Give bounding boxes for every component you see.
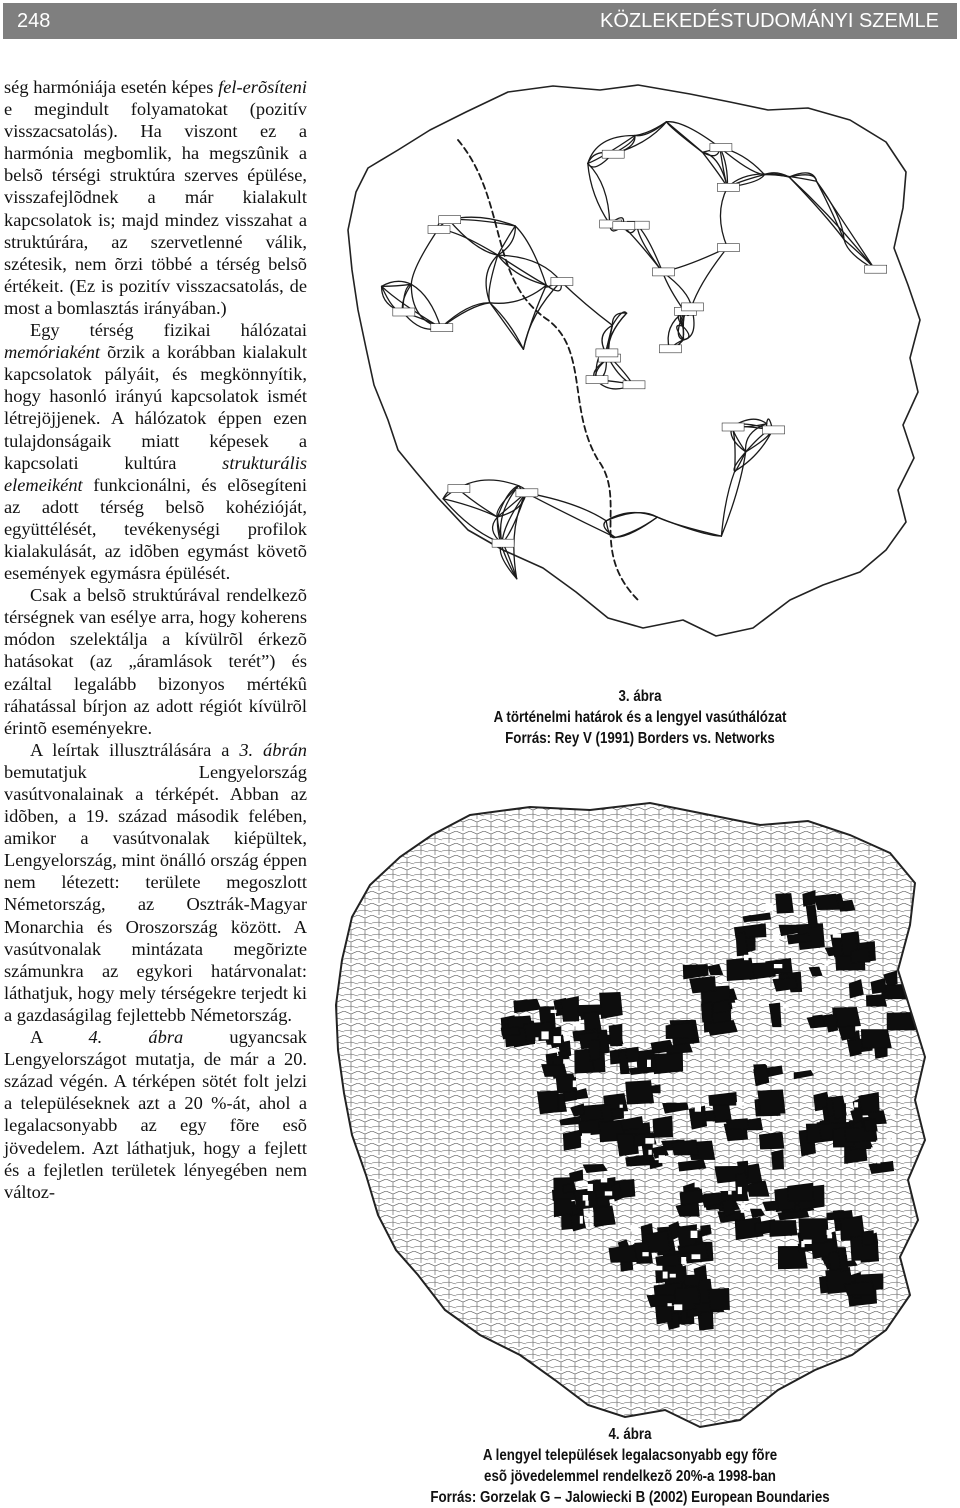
low-income-municipality bbox=[538, 1091, 559, 1114]
railway-line bbox=[637, 225, 662, 272]
municipality-gap bbox=[668, 1219, 676, 1222]
municipality-gap bbox=[777, 1075, 785, 1080]
low-income-municipality bbox=[702, 1002, 713, 1023]
figure-3-railway-map bbox=[338, 80, 938, 650]
railway-line bbox=[657, 517, 721, 536]
municipality-gap bbox=[774, 964, 782, 968]
municipality-gap bbox=[741, 1209, 744, 1213]
railway-line bbox=[637, 225, 662, 272]
figure-4-number: 4. ábra bbox=[608, 1426, 652, 1443]
low-income-municipality bbox=[726, 1119, 749, 1130]
municipality-gap bbox=[854, 1102, 858, 1107]
station-label-box bbox=[393, 308, 415, 316]
low-income-municipality bbox=[647, 1295, 676, 1307]
station-label-box bbox=[596, 349, 618, 357]
low-income-municipality bbox=[727, 958, 754, 980]
station-label-box bbox=[439, 216, 461, 224]
municipality-gap bbox=[892, 1136, 897, 1140]
railway-line bbox=[443, 499, 502, 544]
municipality-gap bbox=[695, 1104, 701, 1111]
municipality-gap bbox=[601, 1178, 607, 1183]
station-label-box bbox=[602, 150, 624, 158]
figure-3-title: A történelmi határok és a lengyel vasúthálózat bbox=[493, 709, 787, 726]
low-income-municipality bbox=[772, 1150, 784, 1169]
station-label-box bbox=[613, 222, 635, 230]
railway-line bbox=[844, 240, 875, 270]
income-map-svg bbox=[330, 795, 940, 1435]
low-income-municipality bbox=[554, 1199, 573, 1217]
municipality-gap bbox=[573, 1022, 581, 1026]
municipality-gap bbox=[741, 1205, 745, 1209]
figure-4-source: Forrás: Gorzelak G – Jalowiecki B (2002) European Boundaries bbox=[430, 1489, 830, 1506]
station-label-box bbox=[659, 345, 681, 353]
municipality-gap bbox=[738, 1187, 742, 1194]
low-income-municipality bbox=[708, 1289, 729, 1310]
railway-line bbox=[526, 493, 615, 538]
paragraph-5: A 4. ábra ugyancsak Lengyelországot mutatja, de már a 20. század végén. A térképen sötét folt jelzi a településeknek azt a 20 %-át, ahol a legalacsonyabb az egy fõre esõ jövedelem. Azt láthatjuk, hogy a fejlett és a fejletlen területek lényegében nem változ- bbox=[4, 1027, 307, 1202]
municipality-gap bbox=[668, 1303, 672, 1306]
municipality-gap bbox=[670, 1274, 676, 1278]
municipality-gap bbox=[589, 1213, 592, 1219]
figure-4-income-map bbox=[330, 795, 940, 1435]
low-income-municipality bbox=[588, 1040, 600, 1061]
municipality-gap bbox=[773, 934, 780, 941]
municipality-gap bbox=[564, 1035, 570, 1039]
station-label-box bbox=[865, 265, 887, 273]
municipality-gap bbox=[827, 1230, 832, 1235]
municipality-gap bbox=[681, 1257, 686, 1264]
municipality-gap bbox=[580, 1216, 583, 1224]
page-header bbox=[3, 3, 957, 39]
railway-line bbox=[514, 493, 526, 579]
low-income-municipality bbox=[563, 1130, 580, 1150]
municipality-gap bbox=[535, 1037, 538, 1041]
municipality-gap bbox=[766, 903, 774, 911]
low-income-municipality bbox=[815, 894, 840, 909]
municipality-gap bbox=[744, 955, 749, 960]
station-label-box bbox=[586, 376, 608, 384]
municipality-gap bbox=[691, 1231, 698, 1238]
low-income-municipality bbox=[788, 1183, 814, 1200]
municipality-gap bbox=[760, 990, 764, 995]
municipality-gap bbox=[541, 1031, 548, 1039]
station-label-box bbox=[653, 268, 675, 276]
journal-title: KÖZLEKEDÉSTUDOMÁNYI SZEMLE bbox=[600, 9, 939, 32]
station-label-box bbox=[682, 303, 704, 311]
body-text-column bbox=[4, 76, 307, 1203]
municipality-gap bbox=[783, 1004, 789, 1009]
low-income-municipality bbox=[754, 1066, 769, 1086]
low-income-municipality bbox=[501, 1027, 520, 1035]
low-income-municipality bbox=[597, 1196, 610, 1207]
low-income-municipality bbox=[609, 1024, 622, 1046]
municipality-gap bbox=[605, 1191, 612, 1195]
figure-3-source: Forrás: Rey V (1991) Borders vs. Networks bbox=[505, 730, 775, 747]
municipality-gap bbox=[833, 934, 841, 938]
municipality-gap bbox=[585, 1201, 588, 1206]
low-income-municipality bbox=[609, 1245, 637, 1262]
railway-line bbox=[588, 163, 610, 224]
municipality-gap bbox=[648, 1150, 651, 1155]
railway-line bbox=[721, 452, 745, 536]
low-income-municipality bbox=[563, 1183, 577, 1193]
low-income-municipality bbox=[594, 1206, 615, 1226]
low-income-municipality bbox=[763, 1201, 779, 1211]
figure-3-caption bbox=[382, 686, 898, 749]
low-income-municipality bbox=[862, 1231, 875, 1246]
station-label-box bbox=[763, 426, 785, 434]
railway-line bbox=[663, 272, 692, 307]
municipality-gap bbox=[674, 1304, 682, 1310]
low-income-municipality bbox=[672, 1140, 699, 1155]
low-income-municipality bbox=[646, 1231, 670, 1253]
railway-line bbox=[635, 122, 667, 136]
municipality-gap bbox=[645, 1138, 654, 1144]
station-label-box bbox=[623, 381, 645, 389]
municipality-gap bbox=[551, 1010, 557, 1013]
municipality-gap bbox=[582, 1133, 591, 1140]
municipality-gap bbox=[620, 1105, 623, 1108]
municipality-gap bbox=[554, 1036, 561, 1043]
railway-line bbox=[588, 163, 610, 224]
municipality-gap bbox=[871, 1147, 879, 1150]
railway-line bbox=[789, 177, 844, 240]
figure-3-number: 3. ábra bbox=[618, 688, 662, 705]
figure-4-title-line-2: esõ jövedelemmel rendelkezõ 20%-a 1998-ban bbox=[484, 1468, 776, 1485]
railway-line bbox=[449, 220, 498, 255]
paragraph-2: Egy térség fizikai hálózatai memóriaként õrzik a korábban kialakult kapcsolatok pályáit, és megkönnyítik, hogy hasonló irányú kapcsolatok ismét létrejöjjenek. A hálózatok éppen ezen tulajdonságaik miatt képesek a kapcsolati kultúra strukturális elemeiként funkcionálni, és elõsegíteni az adott térség belsõ kohézióját, együttélését, tevékenységi profilok kialakulását, az idõben egymást követõ események egymásra épülését. bbox=[4, 320, 307, 584]
low-income-municipality bbox=[770, 1221, 797, 1237]
municipality-gap bbox=[824, 961, 828, 967]
low-income-municipality bbox=[760, 1132, 784, 1149]
municipality-gap bbox=[877, 1156, 880, 1163]
paragraph-4: A leírtak illusztrálására a 3. ábrán bemutatjuk Lengyelország vasútvonalainak a térképét. Abban az idõben, a 19. század második felében, amikor a vasútvonalak kiépültek, Lengyelország, mint önálló ország éppen nem létezett: területe megoszlott Németország, az Osztrák-Magyar Monarchia és Oroszország között. A vasútvonalak mintázata megõrizte számunkra az egykori határvonalat: láthatjuk, hogy mely térségekre terjedt ki a gazdaságilag fejlettebb Németország. bbox=[4, 739, 307, 1025]
low-income-municipality bbox=[561, 997, 579, 1022]
low-income-municipality bbox=[690, 977, 716, 993]
station-label-box bbox=[428, 226, 450, 234]
municipality-gap bbox=[563, 1059, 569, 1064]
municipality-gap bbox=[659, 1155, 665, 1163]
municipality-gap bbox=[631, 1225, 639, 1232]
low-income-municipality bbox=[524, 1022, 554, 1041]
municipality-gap bbox=[573, 1081, 576, 1088]
municipality-gap bbox=[642, 1252, 648, 1256]
railway-map-svg bbox=[338, 80, 938, 650]
municipality-gap bbox=[887, 1135, 891, 1141]
station-label-box bbox=[551, 278, 573, 286]
station-label-box bbox=[717, 183, 739, 191]
station-label-box bbox=[492, 539, 514, 547]
railway-line bbox=[615, 517, 657, 537]
municipality-gap bbox=[890, 1112, 894, 1116]
municipality-gap bbox=[736, 1102, 744, 1106]
low-income-municipality bbox=[864, 1119, 877, 1132]
municipality-gap bbox=[801, 1241, 804, 1247]
figure-4-caption bbox=[333, 1424, 926, 1508]
municipality-gap bbox=[631, 1236, 634, 1244]
railway-line bbox=[635, 122, 667, 136]
railway-line bbox=[615, 517, 657, 537]
low-income-municipality bbox=[542, 1065, 567, 1077]
municipality-gap bbox=[695, 1181, 701, 1187]
low-income-municipality bbox=[758, 1090, 785, 1114]
figure-4-title-line-1: A lengyel települések legalacsonyabb egy fõre bbox=[482, 1447, 778, 1464]
historical-border-line bbox=[458, 140, 638, 600]
station-label-box bbox=[516, 489, 538, 497]
municipality-gap bbox=[583, 1195, 588, 1201]
station-label-box bbox=[710, 144, 732, 152]
station-label-box bbox=[722, 423, 744, 431]
railway-line bbox=[489, 255, 498, 303]
low-income-municipality bbox=[653, 1116, 672, 1137]
railway-line bbox=[720, 187, 727, 247]
municipality-gap bbox=[654, 1266, 663, 1271]
paragraph-1: ség harmóniája esetén képes fel-erõsíteni e megindult folyamatokat (pozitív visszacsatolás). Ha viszont ez a harmónia megbomlik, ha megszûnik a belsõ térségi struktúra szerves épülése, visszafejlõdnek a már kialakult kapcsolatok is; majd mindez visszahat a struktúrára, az szervetlenné válik, szétesik, nem õrzi többé a térség belsõ értékeit. (Ez is pozitív visszacsatolás, de most a bomlasztás irányában.) bbox=[4, 77, 307, 318]
municipality-gap bbox=[647, 1060, 651, 1067]
low-income-municipality bbox=[626, 1081, 654, 1104]
paragraph-3: Csak a belsõ struktúrával rendelkezõ térségnek van esélye arra, hogy koherens módon szelektálja a kívülrõl érkezõ hatásokat (az „áramlások terét”) és ezáltal legalább bizonyos mértékû ráhatással bírjon az adott régiót kívülrõl érintõ eseményekre. bbox=[4, 585, 307, 738]
railway-line bbox=[490, 303, 524, 350]
railway-line bbox=[523, 282, 561, 350]
municipality-gap bbox=[692, 1254, 701, 1259]
station-label-box bbox=[717, 244, 739, 252]
railway-line bbox=[411, 284, 441, 327]
station-label-box bbox=[431, 324, 453, 332]
municipality-gap bbox=[827, 1234, 832, 1238]
low-income-municipality bbox=[773, 978, 797, 992]
low-income-municipality bbox=[862, 1030, 892, 1048]
municipality-gap bbox=[832, 1036, 840, 1042]
municipality-gap bbox=[728, 1191, 732, 1195]
railway-line bbox=[561, 282, 613, 326]
low-income-municipality bbox=[776, 894, 793, 913]
railway-line bbox=[411, 230, 438, 285]
page-number: 248 bbox=[17, 9, 51, 32]
station-label-box bbox=[448, 485, 470, 493]
municipality-gap bbox=[663, 1272, 668, 1279]
municipality-gap bbox=[588, 1184, 593, 1191]
